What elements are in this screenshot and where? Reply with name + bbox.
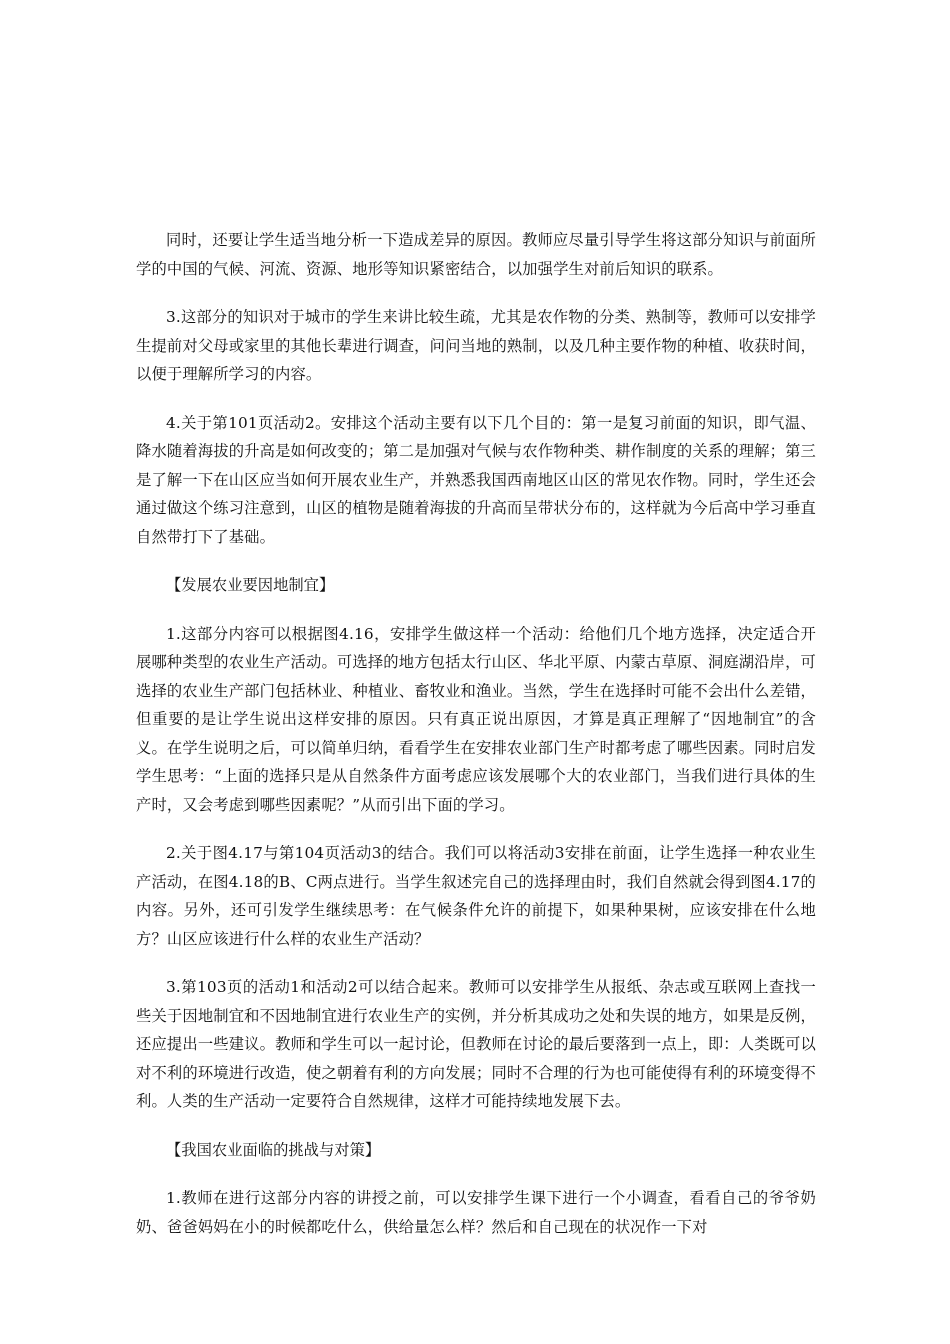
paragraph-item-3-activities: 3.第103页的活动1和活动2可以结合起来。教师可以安排学生从报纸、杂志或互联网上查找一些关于因地制宜和不因地制宜进行农业生产的实例，并分析其成功之处和失误的地方，如果是反例，还应提出一些建议。教师和学生可以一起讨论，但教师在讨论的最后要落到一点上，即：人类既可以对不利的环境进行改造，使之朝着有利的方向发展；同时不合理的行为也可能使得有利的环境变得不利。人类的生产活动一定要符合自然规律，这样才可能持续地发展下去。 [136, 978, 816, 1110]
document-body [136, 226, 816, 1261]
paragraph-item-4-activity-2: 4.关于第101页活动2。安排这个活动主要有以下几个目的：第一是复习前面的知识，即气温、降水随着海拔的升高是如何改变的；第二是加强对气候与农作物种类、耕作制度的关系的理解；第三是了解一下在山区应当如何开展农业生产，并熟悉我国西南地区山区的常见农作物。同时，学生还会通过做这个练习注意到，山区的植物是随着海拔的升高而呈带状分布的，这样就为今后高中学习垂直自然带打下了基础。 [136, 413, 816, 546]
paragraph-item-3-cropping-systems: 3.这部分的知识对于城市的学生来讲比较生疏，尤其是农作物的分类、熟制等，教师可以安排学生提前对父母或家里的其他长辈进行调查，问问当地的熟制，以及几种主要作物的种植、收获时间，以便于理解所学习的内容。 [136, 308, 816, 383]
paragraph-item-2-figure-4-17: 2.关于图4.17与第104页活动3的结合。我们可以将活动3安排在前面，让学生选择一种农业生产活动，在图4.18的B、C两点进行。当学生叙述完自己的选择理由时，我们自然就会得到图4.17的内容。另外，还可引发学生继续思考：在气候条件允许的前提下，如果种果树，应该安排在什么地方？山区应该进行什么样的农业生产活动？ [136, 844, 816, 948]
paragraph-item-1-survey: 1.教师在进行这部分内容的讲授之前，可以安排学生课下进行一个小调查，看看自己的爷爷奶奶、爸爸妈妈在小的时候都吃什么，供给量怎么样？然后和自己现在的状况作一下对 [136, 1189, 816, 1236]
paragraph-item-1-figure-4-16: 1.这部分内容可以根据图4.16，安排学生做这样一个活动：给他们几个地方选择，决定适合开展哪种类型的农业生产活动。可选择的地方包括太行山区、华北平原、内蒙古草原、洞庭湖沿岸，可选择的农业生产部门包括林业、种植业、畜牧业和渔业。当然，学生在选择时可能不会出什么差错，但重要的是让学生说出这样安排的原因。只有真正说出原因，才算是真正理解了“因地制宜”的含义。在学生说明之后，可以简单归纳，看看学生在安排农业部门生产时都考虑了哪些因素。同时启发学生思考：“上面的选择只是从自然条件方面考虑应该发展哪个大的农业部门，当我们进行具体的生产时，又会考虑到哪些因素呢？”从而引出下面的学习。 [136, 624, 816, 814]
paragraph-differences-analysis: 同时，还要让学生适当地分析一下造成差异的原因。教师应尽量引导学生将这部分知识与前面所学的中国的气候、河流、资源、地形等知识紧密结合，以加强学生对前后知识的联系。 [136, 231, 816, 278]
section-heading-challenges: 【我国农业面临的挑战与对策】 [166, 1140, 381, 1159]
section-heading-local-conditions: 【发展农业要因地制宜】 [166, 576, 335, 594]
